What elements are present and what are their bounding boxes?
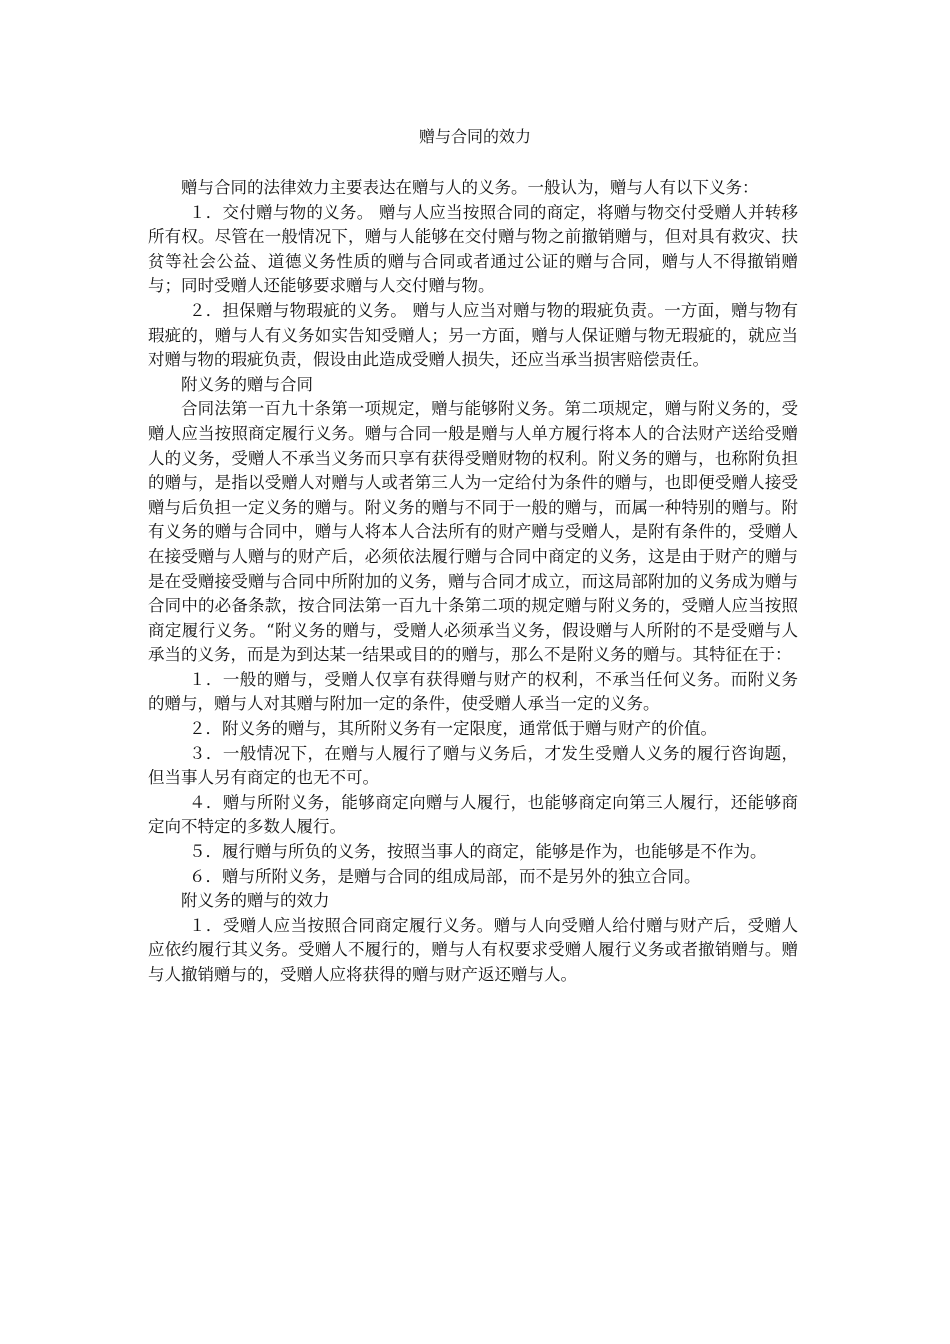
paragraph-feature-3: ３．一般情况下，在赠与人履行了赠与义务后，才发生受赠人义务的履行咨询题，但当事人另有商定的也无不可。: [148, 743, 798, 788]
document-title: 赠与合同的效力: [418, 127, 531, 146]
paragraph-feature-4: ４．赠与所附义务，能够商定向赠与人履行，也能够商定向第三人履行，还能够商定向不特定的多数人履行。: [148, 792, 798, 837]
paragraph-conditional-gift: 合同法第一百九十条第一项规定，赠与能够附义务。第二项规定，赠与附义务的，受赠人应当按照商定履行义务。赠与合同一般是赠与人单方履行将本人的合法财产送给受赠人的义务，受赠人不承当义务而只享有获得受赠财物的权利。附义务的赠与，也称附负担的赠与，是指以受赠人对赠与人或者第三人为一定给付为条件的赠与，也即便受赠人接受赠与后负担一定义务的赠与。附义务的赠与不同于一般的赠与，而属一种特别的赠与。附有义务的赠与合同中，赠与人将本人合法所有的财产赠与受赠人，是附有条件的，受赠人在接受赠与人赠与的财产后，必须依法履行赠与合同中商定的义务，这是由于财产的赠与是在受赠接受赠与合同中所附加的义务，赠与合同才成立，而这局部附加的义务成为赠与合同中的必备条款，按合同法第一百九十条第二项的规定赠与附义务的，受赠人应当按照商定履行义务。“附义务的赠与，受赠人必须承当义务，假设赠与人所附的不是受赠与人承当的义务，而是为到达某一结果或目的的赠与，那么不是附义务的赠与。其特征在于：: [148, 399, 798, 665]
paragraph-intro: 赠与合同的法律效力主要表达在赠与人的义务。一般认为，赠与人有以下义务：: [181, 178, 759, 197]
paragraph-feature-5: ５．履行赠与所负的义务，按照当事人的商定，能够是作为，也能够是不作为。: [189, 842, 767, 862]
paragraph-duty-1: １．交付赠与物的义务。 赠与人应当按照合同的商定，将赠与物交付受赠人并转移所有权。尽管在一般情况下，赠与人能够在交付赠与物之前撤销赠与，但对具有救灾、扶贫等社会公益、道德义务性质的赠与合同或者通过公证的赠与合同，赠与人不得撤销赠与；同时受赠人还能够要求赠与人交付赠与物。: [148, 202, 798, 296]
document-body: [148, 176, 798, 988]
paragraph-effect-1: １．受赠人应当按照合同商定履行义务。赠与人向受赠人给付赠与财产后，受赠人应依约履行其义务。受赠人不履行的，赠与人有权要求受赠人履行义务或者撤销赠与。赠与人撤销赠与的，受赠人应将获得的赠与财产返还赠与人。: [148, 915, 798, 984]
section-heading: 附义务的赠与合同: [181, 374, 313, 394]
paragraph-feature-6: ６．赠与所附义务，是赠与合同的组成局部，而不是另外的独立合同。: [189, 866, 701, 886]
paragraph-duty-2: ２．担保赠与物瑕疵的义务。 赠与人应当对赠与物的瑕疵负责。一方面，赠与物有瑕疵的，赠与人有义务如实告知受赠人；另一方面，赠与人保证赠与物无瑕疵的，就应当对赠与物的瑕疵负责，假设由此造成受赠人损失，还应当承当损害赔偿责任。: [148, 300, 798, 370]
section-heading: 附义务的赠与的效力: [181, 891, 330, 911]
paragraph-feature-1: １．一般的赠与，受赠人仅享有获得赠与财产的权利，不承当任何义务。而附义务的赠与，赠与人对其赠与附加一定的条件，使受赠人承当一定的义务。: [148, 669, 798, 714]
paragraph-feature-2: ２．附义务的赠与，其所附义务有一定限度，通常低于赠与财产的价值。: [189, 719, 717, 739]
